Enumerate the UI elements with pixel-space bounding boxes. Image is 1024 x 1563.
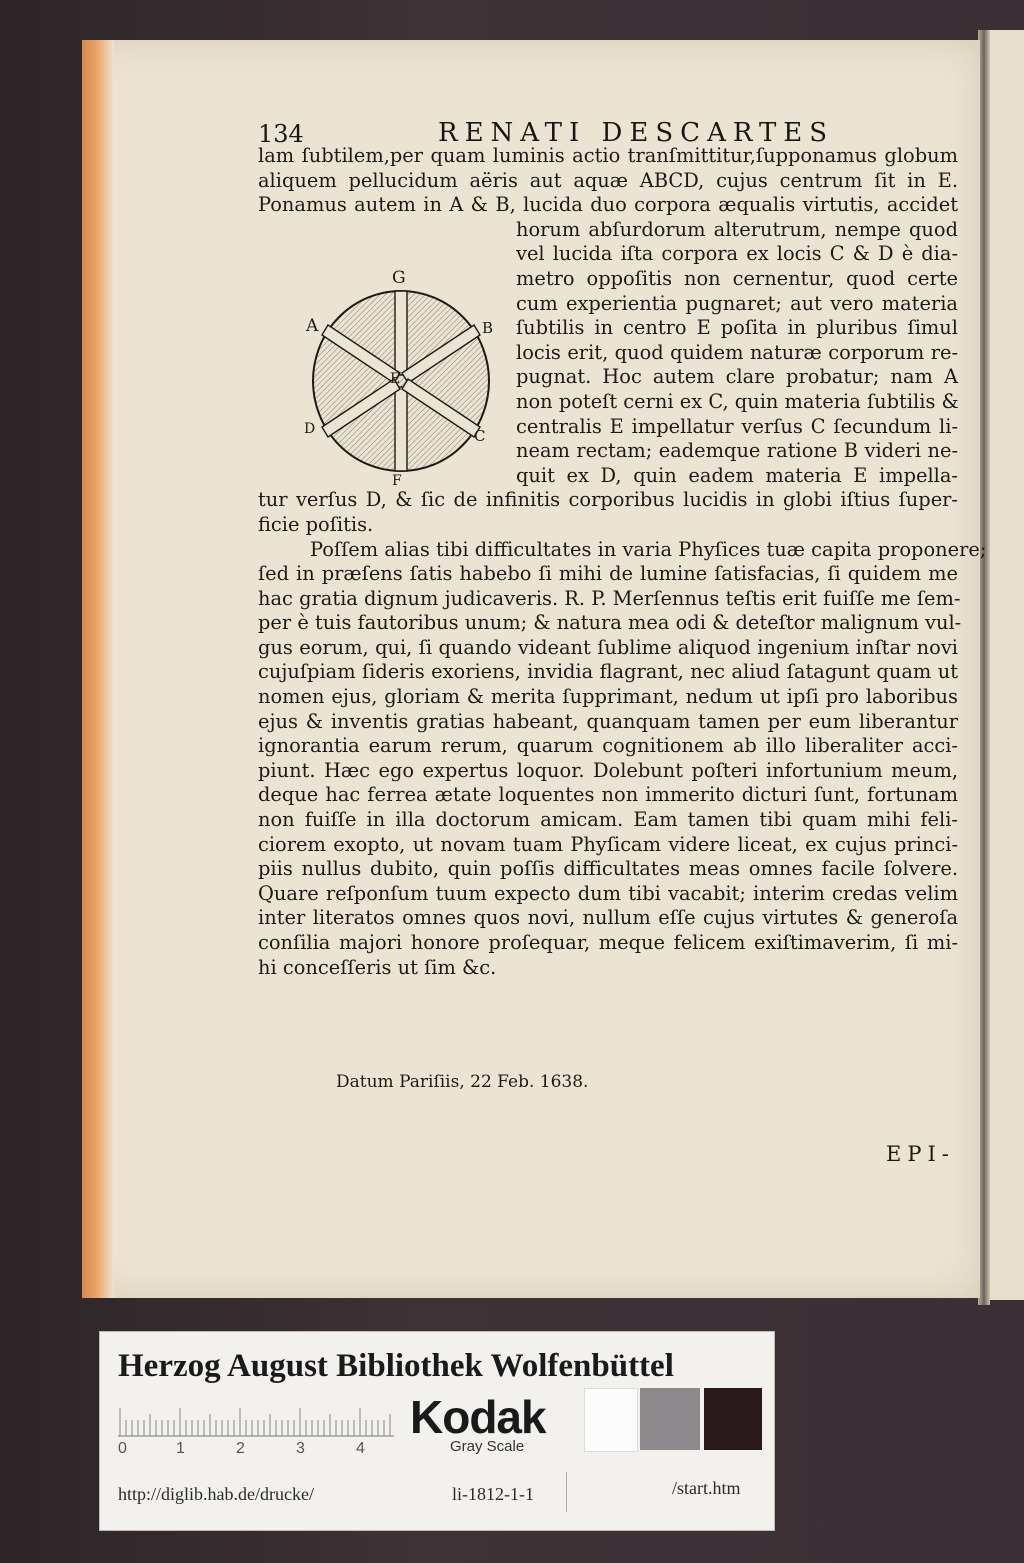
text-line: Poſſem alias tibi difficultates in varia Phyſices tuæ capita proponere; [310,537,987,561]
text-line: per è tuis fautoribus unum; & natura mea odi & deteſtor malignum vul- [258,611,962,635]
text-line: neam rectam; eademque ratione B videri ne- [516,439,958,463]
text-line: inter literatos omnes quos novi, nullum eſſe cujus virtutes & generoſa [258,906,958,930]
ruler-label: 4 [356,1440,365,1457]
label-e: E [390,371,401,387]
library-name: Herzog August Bibliothek Wolfenbüttel [118,1348,674,1384]
label-c: C [474,427,486,445]
text-line: piunt. Hæc ego expertus loquor. Dolebunt poſteri infortunium meum, [258,758,958,782]
label-a: A [306,316,319,336]
text-line: cum experientia pugnaret; aut vero materia [516,291,958,315]
library-card [100,1332,774,1530]
text-line: ignorantia earum rerum, quarum cognitionem ab illo liberaliter acci- [258,734,958,758]
ruler-labels [118,1440,418,1464]
gray-swatch-white [584,1388,638,1452]
page-edge-stain [82,40,114,1298]
catchword: EPI- [886,1142,955,1166]
facing-page-edge [988,30,1024,1300]
dateline: Datum Pariſiis, 22 Feb. 1638. [336,1072,589,1092]
text-line: ciorem exopto, ut novam tuam Phyſicam videre liceat, ex cujus princi- [258,832,958,856]
text-line: conſilia majori honore proſequar, meque felicem exiſtimaverim, ſi mi- [258,931,958,954]
text-line: lam ſubtilem,per quam luminis actio tranſmittitur,ſupponamus globum [258,144,958,167]
label-g: G [392,268,406,288]
text-line: ſed in præſens ſatis habebo ſi mihi de lumine ſatisfacias, ſi quidem me [258,562,958,586]
text-line: hac gratia dignum judicaveris. R. P. Merſennus teſtis erit fuiſſe me ſem- [258,586,961,610]
text-line: piis nullus dubito, quin poſſis difficultates meas omnes facile ſolvere. [258,857,958,881]
ruler-label: 1 [176,1440,185,1457]
text-line: vel lucida iſta corpora ex locis C & D è dia- [516,242,958,266]
running-title: RENATI DESCARTES [438,118,835,148]
text-line: metro oppoſitis non cernentur, quod certe [516,266,958,290]
text-line: quit ex D, quin eadem materia E impella- [516,463,958,487]
text-line: non poteſt cerni ex C, quin materia ſubtilis & [516,389,959,413]
gray-swatch-dark [704,1388,762,1450]
text-line: non fuiſſe in illa doctorum amicam. Eam tamen tibi quam mihi feli- [258,808,958,832]
ruler-scale [118,1402,398,1442]
gray-swatch-mid [640,1388,700,1450]
digital-library-url: http://diglib.hab.de/drucke/ [118,1484,314,1504]
label-b: B [482,319,494,337]
text-line: gus eorum, qui, ſi quando videant ſublime aliquod ingenium inſtar novi [258,635,958,659]
ruler-label: 3 [296,1440,305,1457]
gray-scale-label: Gray Scale [450,1438,525,1455]
kodak-logo: Kodak [410,1391,546,1443]
text-line: nomen ejus, gloriam & merita ſupprimant, nedum ut ipſi pro laboribus [258,685,958,709]
text-line: deque hac ferrea ætate loquentes non immerito dicturi ſunt, fortunam [258,783,958,807]
text-line: Ponamus autem in A & B, lucida duo corpora æqualis virtutis, accidet [258,193,958,217]
globe-diagram [296,265,506,487]
text-line: aliquem pellucidum aëris aut aquæ ABCD, cujus centrum ſit in E. [258,168,958,192]
text-line: locis erit, quod quidem naturæ corporum re- [516,340,958,364]
card-divider [566,1472,567,1512]
text-line: ſubtilis in centro E poſita in pluribus ſimul [516,316,958,340]
ruler-label: 0 [118,1440,127,1457]
text-line: horum abſurdorum alterutrum, nempe quod [516,217,958,241]
label-f: F [392,473,402,487]
text-line: hi conceſſeris ut ſim &c. [258,955,497,979]
text-line: cujuſpiam ſideris exoriens, invidia flagrant, nec aliud ſatagunt quam ut [258,660,958,684]
text-line: ejus & inventis gratias habeant, quanquam tamen per eum liberantur [258,709,958,733]
start-path: /start.htm [672,1478,741,1498]
text-line: Quare reſponſum tuum expecto dum tibi vacabit; interim credas velim [258,881,958,905]
label-d: D [304,421,316,437]
text-line: ficie poſitis. [258,512,374,536]
text-line: pugnat. Hoc autem clare probatur; nam A [516,365,958,389]
shelfmark: li-1812-1-1 [452,1484,534,1504]
ruler-label: 2 [236,1440,245,1457]
text-line: centralis E impellatur verſus C ſecundum li- [516,414,958,438]
page-number: 134 [258,120,304,148]
text-line: tur verſus D, & ſic de infinitis corporibus lucidis in globi iſtius ſuper- [258,488,958,512]
